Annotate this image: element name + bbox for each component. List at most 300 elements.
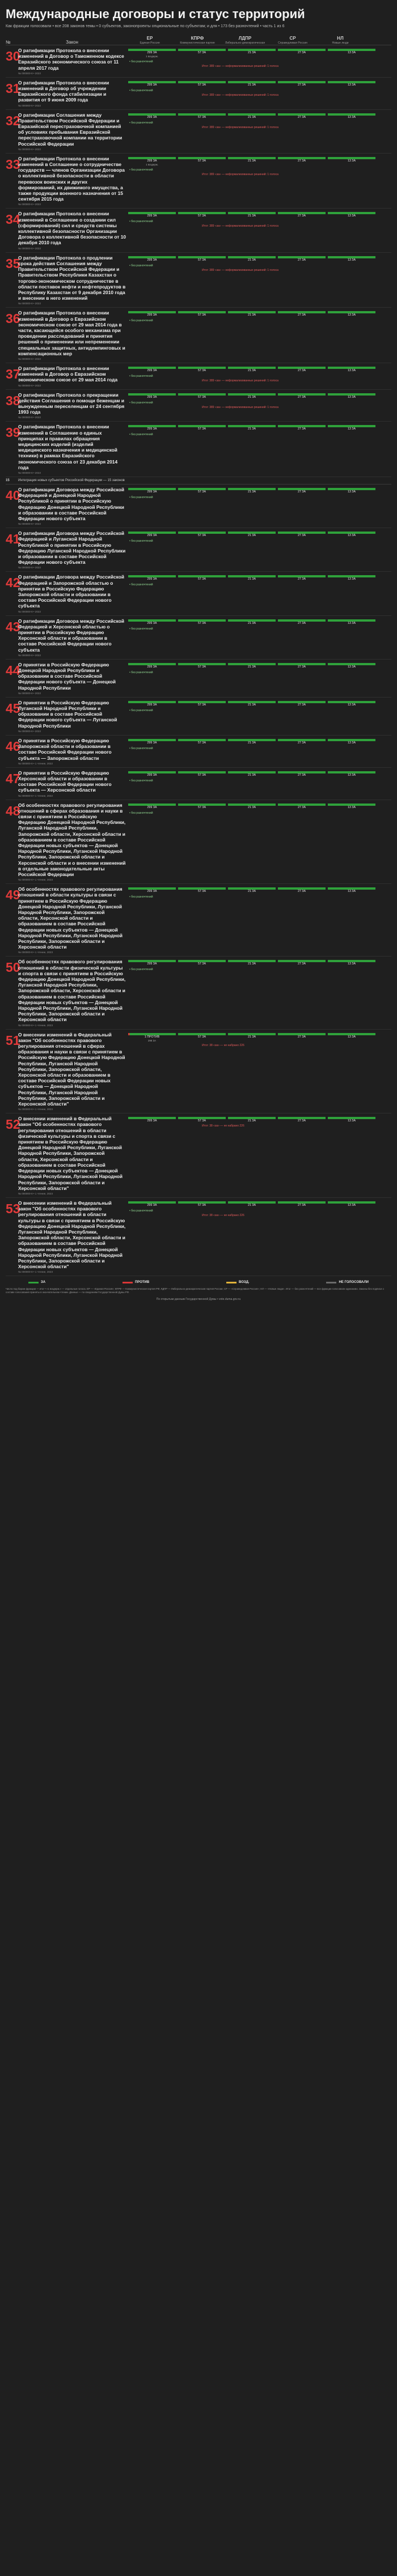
vote-cell-ldpr: [228, 575, 276, 581]
votes-cell: [128, 484, 378, 528]
vote-cell-ldpr: [228, 81, 276, 87]
law-meta: № 000000-8 • 2022: [18, 203, 41, 206]
votes-cell: [128, 800, 378, 884]
vote-count: 13 ЗА: [347, 741, 356, 745]
vote-cell-nl: [328, 311, 375, 317]
law-cell: [18, 484, 128, 528]
vote-count: 21 ЗА: [247, 313, 256, 317]
vote-cell-kprf: [178, 532, 226, 538]
law-cell: [18, 736, 128, 767]
table-row[interactable]: [6, 45, 391, 78]
law-title[interactable]: О ратификации Протокола о внесении изменений в Соглашение о создании сил (сформирований) сил и средств системы коллективной безопасности Организации Договора о коллективной безопасности от 10 декабря 2010 года: [18, 211, 126, 246]
vote-cell-kprf: [178, 157, 226, 167]
header-faction-er[interactable]: [126, 36, 174, 45]
vote-count: 27 ЗА: [297, 1203, 306, 1207]
vote-cell-kprf: [178, 1201, 226, 1208]
vote-count: 21 ЗА: [247, 773, 256, 777]
vote-cell-er: [128, 1033, 176, 1043]
law-meta: № 000000-8 • 2022: [18, 729, 41, 733]
law-title[interactable]: О ратификации Протокола о продлении срока действия Соглашения между Правительством Российской Федерации и Правительством Республики Казахстан о торгово-экономическом сотрудничестве в области поставок нефти и нефтепродуктов в Республику Казахстан от 9 декабря 2010 года и внесении в него изменений: [18, 254, 126, 301]
vote-count: 13 ЗА: [347, 805, 356, 809]
vote-cell-sr: [278, 663, 326, 669]
table-row[interactable]: [6, 660, 391, 698]
law-title[interactable]: О ратификации Соглашения между Правительством Российской Федерации и Евразийской перестраховочной компанией об условиях пребывания Евразийской перестраховочной компании на территории Российской Федерации: [18, 112, 123, 147]
law-title[interactable]: О ратификации Договора между Российской Федерацией и Херсонской областью о принятии в Российскую Федерацию Херсонской области и образовании в составе Российской Федерации нового субъекта: [18, 618, 124, 653]
vote-count: 57 ЗА: [197, 395, 206, 399]
vote-cell-ldpr: [228, 771, 276, 777]
law-meta: № 000000-8 • 2022: [18, 522, 41, 526]
table-row[interactable]: [6, 209, 391, 252]
vote-cell-er: [128, 157, 176, 167]
vote-cell-kprf: [178, 113, 226, 120]
vote-count: 13 ЗА: [347, 258, 356, 262]
vote-cell-kprf: [178, 771, 226, 777]
law-title[interactable]: О внесении изменений в Федеральный закон "Об особенностях правового регулирования отношений в сферах образования и науки в связи с принятием в Российскую Федерацию Донецкой Народной Республики, Луганской Народной Республики, Запорожской области, Херсонской области и образованием в составе Российской Федерации новых субъектов — Донецкой Народной Республики, Луганской Народной Республики, Запорожской области и Херсонской области": [18, 1031, 125, 1107]
vote-cell-sr: [278, 488, 326, 494]
law-number: 44: [6, 662, 20, 678]
vote-count: 299 ЗА: [147, 490, 157, 494]
vote-cell-nl: [328, 256, 375, 262]
law-meta: № 000000-8 • 2022: [18, 357, 41, 360]
law-cell: [18, 154, 128, 209]
vote-count: 27 ЗА: [297, 890, 306, 894]
header-faction-sr[interactable]: [269, 36, 316, 45]
law-number: 39: [6, 425, 20, 440]
header-num: №: [6, 40, 11, 45]
vote-count: 299 ЗА: [147, 703, 157, 707]
vote-count: 299 ЗА: [147, 773, 157, 777]
vote-count: 13 ЗА: [347, 577, 356, 581]
vote-result-note: Итог: 389 «за» — неформализованных решений: 1 голоса: [202, 224, 278, 228]
vote-count: 13 ЗА: [347, 1203, 356, 1207]
table-header: [6, 32, 391, 45]
votes-cell: [128, 110, 378, 153]
faction-votes: [128, 212, 378, 218]
faction-sub: Новые люди: [332, 41, 349, 45]
legend-item-against: ПРОТИВ: [123, 1281, 149, 1284]
law-cell: [18, 616, 128, 659]
legend-swatch-for: [28, 1282, 39, 1283]
law-title[interactable]: О принятии в Российскую Федерацию Донецкой Народной Республики и образовании в составе Российской Федерации нового субъекта — Донецкой Народной Республики: [18, 661, 116, 691]
vote-count: 21 ЗА: [247, 665, 256, 669]
vote-cell-nl: [328, 532, 375, 538]
table-row[interactable]: [6, 768, 391, 800]
vote-result-note: Итог: 38 «за» — не набрано 226: [202, 1124, 244, 1128]
faction-votes: [128, 771, 378, 777]
faction-votes: [128, 739, 378, 745]
vote-count: 299 ЗА: [147, 159, 157, 163]
law-title[interactable]: Об особенностях правового регулирования отношений в сферах образования и науки в связи с принятием в Российскую Федерацию Донецкой Народной Республики, Луганской Народной Республики, Запорожской области, Херсонской области и образованием в составе Российской Федерации новых субъектов — Донецкой Народной Республики, Луганской Народной Республики, Запорожской области и Херсонской области и о внесении изменений в отдельные законодательные акты Российской Федерации: [18, 802, 126, 877]
header-faction-kprf[interactable]: [174, 36, 221, 45]
vote-cell-sr: [278, 212, 326, 218]
header-faction-ldpr[interactable]: [221, 36, 269, 45]
vote-count: 299 ЗА: [147, 665, 157, 669]
votes-cell: [128, 209, 378, 252]
vote-count: 299 ЗА: [147, 51, 157, 54]
faction-votes: [128, 488, 378, 494]
vote-cell-nl: [328, 1117, 375, 1123]
vote-count: 13 ЗА: [347, 1035, 356, 1039]
table-row[interactable]: [6, 884, 391, 957]
vote-cell-ldpr: [228, 663, 276, 669]
vote-count: 13 ЗА: [347, 490, 356, 494]
vote-count: 299 ЗА: [147, 395, 157, 399]
vote-cell-kprf: [178, 425, 226, 431]
vote-cell-ldpr: [228, 256, 276, 262]
table-row[interactable]: [6, 363, 391, 390]
vote-count: 57 ЗА: [197, 490, 206, 494]
vote-cell-er: [128, 49, 176, 58]
vote-cell-sr: [278, 256, 326, 262]
vote-count: 299 ЗА: [147, 214, 157, 218]
law-cell: [18, 800, 128, 884]
table-row[interactable]: [6, 308, 391, 363]
vote-count: 21 ЗА: [247, 1119, 256, 1123]
vote-cell-kprf: [178, 575, 226, 581]
law-number: 41: [6, 532, 20, 547]
vote-cell-er: [128, 804, 176, 810]
vote-count: 21 ЗА: [247, 1203, 256, 1207]
faction-sub: Единая Россия: [140, 41, 160, 45]
vote-count: 27 ЗА: [297, 214, 306, 218]
vote-count-secondary: 1 воздерж.: [146, 163, 158, 166]
faction-votes: [128, 256, 378, 262]
vote-cell-ldpr: [228, 887, 276, 894]
law-title[interactable]: О ратификации Договора между Российской Федерацией и Луганской Народной Республикой о принятии в Российскую Федерацию Луганской Народной Республики и образовании в составе Российской Федерации нового субъекта: [18, 530, 126, 566]
vote-count: 13 ЗА: [347, 313, 356, 317]
faction-votes: [128, 367, 378, 373]
table-row[interactable]: [6, 698, 391, 736]
votes-cell: [128, 528, 378, 571]
vote-cell-sr: [278, 367, 326, 373]
vote-count: 1 ПРОТИВ: [144, 1035, 160, 1039]
law-title[interactable]: О принятии в Российскую Федерацию Луганской Народной Республики и образовании в составе Российской Федерации нового субъекта — Луганской Народной Республики: [18, 699, 117, 729]
vote-cell-sr: [278, 1033, 326, 1043]
vote-summary: • без разночтений: [129, 495, 153, 499]
law-meta: № 000000-8 • 2022: [18, 147, 41, 151]
law-meta: № 000000-8 • 2022: [18, 384, 41, 387]
vote-cell-sr: [278, 532, 326, 538]
law-number: 46: [6, 738, 20, 754]
vote-cell-nl: [328, 81, 375, 87]
law-title[interactable]: Об особенностях правового регулирования отношений в области физической культуры и спорта в связи с принятием в Российскую Федерацию Донецкой Народной Республики, Луганской Народной Республики, Запорожской области, Херсонской области и образованием в составе Российской Федерации новых субъектов — Донецкой Народной Республики, Луганской Народной Республики, Запорожской области и Херсонской области: [18, 959, 126, 1023]
vote-cell-sr: [278, 49, 326, 58]
vote-cell-kprf: [178, 311, 226, 317]
vote-result-note: Итог: 389 «за» — неформализованных решений: 1 голоса: [202, 405, 278, 409]
vote-cell-ldpr: [228, 739, 276, 745]
law-meta: № 000000-8 • 1 чтение, 2023: [18, 951, 53, 954]
vote-count: 21 ЗА: [247, 621, 256, 625]
table-row[interactable]: [6, 957, 391, 1029]
vote-summary: • без разночтений: [129, 60, 153, 63]
vote-count: 13 ЗА: [347, 214, 356, 218]
law-number: 52: [6, 1117, 20, 1132]
table-row[interactable]: [6, 78, 391, 110]
vote-cell-kprf: [178, 701, 226, 707]
table-row[interactable]: [6, 253, 391, 308]
votes-cell: [128, 45, 378, 77]
vote-cell-nl: [328, 619, 375, 626]
votes-cell: [128, 154, 378, 209]
vote-count: 57 ЗА: [197, 313, 206, 317]
law-number: 35: [6, 256, 20, 271]
votes-cell: [128, 768, 378, 800]
vote-count: 27 ЗА: [297, 395, 306, 399]
law-title[interactable]: О ратификации Протокола о прекращении действия Соглашения о помощи беженцам и вынужденным переселенцам от 24 сентября 1993 года: [18, 392, 125, 415]
vote-count: 27 ЗА: [297, 115, 306, 119]
law-number: 49: [6, 887, 20, 903]
footnote: Число под баром фракции — итог • «1 воздерж.» — отдельные голоса. ЕР — «Единая Россия»; КПРФ — Коммунистическая партия РФ; ЛДПР — Либерально-демократическая партия России; СР — «Справедливая Россия»; НЛ — «Новые люди». Итог — без разночтений — все фракции голосовали одинаково. Законы без подписи о составе голосования приняты в окончательном чтении. Данные — по сведениям Государственной Думы РФ.: [6, 1287, 384, 1294]
vote-count: 27 ЗА: [297, 368, 306, 372]
vote-count: 57 ЗА: [197, 427, 206, 431]
law-title[interactable]: О ратификации Договора между Российской Федерацией и Запорожской областью о принятии в Российскую Федерацию Запорожской области и образовании в составе Российской Федерации нового субъекта: [18, 574, 124, 609]
law-cell: [18, 1030, 128, 1113]
vote-result-note: Итог: 389 «за» — неформализованных решений: 1 голоса: [202, 93, 278, 97]
vote-count: 299 ЗА: [147, 427, 157, 431]
faction-votes: [128, 393, 378, 399]
vote-summary: • без разночтений: [129, 583, 153, 587]
faction-name: НЛ: [337, 36, 344, 41]
faction-votes: [128, 1117, 378, 1123]
vote-cell-ldpr: [228, 425, 276, 431]
faction-name: ЕР: [146, 36, 153, 41]
vote-cell-er: [128, 960, 176, 966]
votes-cell: [128, 1030, 378, 1113]
faction-votes: [128, 701, 378, 707]
vote-cell-ldpr: [228, 701, 276, 707]
table-row[interactable]: [6, 390, 391, 422]
law-title[interactable]: О ратификации Протокола о внесении изменений в Соглашение о сотрудничестве государств — членов Организации Договора о коллективной безопасности в области перевозок воинских и других формирований, их движимого имущества, а также продукции военного назначения от 15 сентября 2015 года: [18, 155, 125, 202]
page-title: Международные договоры и статус территорий: [6, 7, 305, 21]
vote-count: 27 ЗА: [297, 51, 306, 54]
vote-cell-er: [128, 771, 176, 777]
votes-cell: [128, 390, 378, 422]
law-title[interactable]: О принятии в Российскую Федерацию Херсонской области и образовании в составе Российской Федерации нового субъекта — Херсонской области: [18, 770, 112, 793]
law-title[interactable]: О ратификации Протокола о внесении изменений в Договор о Таможенном кодексе Евразийского экономического союза от 11 апреля 2017 года: [18, 48, 124, 71]
law-meta: № 000000-8 • 1 чтение, 2023: [18, 1270, 53, 1274]
vote-cell-er: [128, 887, 176, 894]
law-title[interactable]: О внесении изменений в Федеральный закон "Об особенностях правового регулирования отношений в области культуры в связи с принятием в Российскую Федерацию Донецкой Народной Республики, Луганской Народной Республики, Запорожской области, Херсонской области и образованием в составе Российской Федерации новых субъектов — Донецкой Народной Республики, Луганской Народной Республики, Запорожской области и Херсонской области": [18, 1200, 126, 1270]
vote-count: 299 ЗА: [147, 577, 157, 581]
votes-cell: [128, 253, 378, 308]
vote-count: 57 ЗА: [197, 805, 206, 809]
vote-cell-sr: [278, 771, 326, 777]
header-faction-nl[interactable]: [316, 36, 364, 45]
vote-cell-kprf: [178, 619, 226, 626]
vote-cell-kprf: [178, 663, 226, 669]
law-title[interactable]: О ратификации Протокола о внесении изменений в Договор об учреждении Евразийского фонда стабилизации и развития от 9 июня 2009 года: [18, 79, 109, 103]
vote-cell-ldpr: [228, 1033, 276, 1043]
table-row[interactable]: [6, 1198, 391, 1276]
vote-cell-er: [128, 367, 176, 373]
table-row[interactable]: [6, 1113, 391, 1198]
vote-result-note: Итог: 389 «за» — неформализованных решений: 1 голоса: [202, 125, 278, 129]
faction-votes: [128, 1201, 378, 1208]
law-meta: № 000000-8 • 2022: [18, 691, 41, 695]
law-title[interactable]: О ратификации Протокола о внесении изменений в Договор о Евразийском экономическом союзе от 29 мая 2014 года в части, касающейся особого механизма при проведении расследований и принятия решений о применении или непременении специальных защитных, антидемпинговых и компенсационных мер: [18, 310, 125, 356]
vote-cell-nl: [328, 49, 375, 58]
vote-count: 57 ЗА: [197, 534, 206, 538]
votes-cell: [128, 572, 378, 615]
vote-count: 13 ЗА: [347, 1119, 356, 1123]
law-title[interactable]: О внесении изменений в Федеральный закон "Об особенностях правового регулирования отношений в области физической культуры и спорта в связи с принятием в Российскую Федерацию Донецкой Народной Республики, Луганской Народной Республики, Запорожской области, Херсонской области и образованием в составе Российской Федерации новых субъектов — Донецкой Народной Республики, Луганской Народной Республики, Запорожской области и Херсонской области": [18, 1116, 123, 1191]
law-title[interactable]: О ратификации Договора между Российской Федерацией и Донецкой Народной Республикой о принятии в Российскую Федерацию Донецкой Народной Республики и образовании в составе Российской Федерации нового субъекта: [18, 486, 124, 521]
law-cell: [18, 698, 128, 735]
law-cell: [18, 528, 128, 571]
vote-count: 27 ЗА: [297, 962, 306, 966]
vote-cell-nl: [328, 113, 375, 120]
vote-cell-er: [128, 1201, 176, 1208]
vote-count: 27 ЗА: [297, 534, 306, 538]
law-number: 33: [6, 156, 20, 172]
law-number: 43: [6, 619, 20, 634]
law-title[interactable]: О ратификации Протокола о внесении изменений в Соглашение о единых принципах и правилах обращения медицинских изделий (изделий медицинского назначения и медицинской техники) в рамках Евразийского экономического союза от 23 декабря 2014 года: [18, 424, 118, 470]
page-subtitle: Как фракции голосовали • все 208 законов темы • 0 субъектов, законопроекты опциональные по субъектам; и для • 173 без разночтений • часть 1 из 6: [6, 24, 285, 28]
vote-cell-kprf: [178, 81, 226, 87]
vote-cell-er: [128, 701, 176, 707]
vote-cell-nl: [328, 212, 375, 218]
table-row[interactable]: [6, 572, 391, 615]
vote-count: 13 ЗА: [347, 395, 356, 399]
law-number: 51: [6, 1032, 20, 1048]
vote-count: 57 ЗА: [197, 258, 206, 262]
votes-cell: [128, 78, 378, 109]
faction-votes: [128, 49, 378, 58]
vote-count: 13 ЗА: [347, 427, 356, 431]
faction-name: СР: [289, 36, 296, 41]
vote-cell-er: [128, 256, 176, 262]
vote-result-note: Итог: 389 «за» — неформализованных решений: 1 голоса: [202, 379, 278, 382]
vote-cell-sr: [278, 1201, 326, 1208]
vote-count: 21 ЗА: [247, 214, 256, 218]
vote-summary: • без разночтений: [129, 168, 153, 172]
vote-count: 21 ЗА: [247, 368, 256, 372]
table-row[interactable]: [6, 528, 391, 572]
vote-summary: • без разночтений: [129, 670, 153, 674]
vote-cell-nl: [328, 367, 375, 373]
vote-cell-er: [128, 575, 176, 581]
vote-cell-er: [128, 619, 176, 626]
law-title[interactable]: О принятии в Российскую Федерацию Запорожской области и образовании в составе Российской Федерации нового субъекта — Запорожской области: [18, 737, 112, 761]
vote-count: 13 ЗА: [347, 962, 356, 966]
vote-summary: • без разночтений: [129, 1209, 153, 1213]
faction-votes: [128, 425, 378, 431]
vote-count: 57 ЗА: [197, 621, 206, 625]
table-row[interactable]: [6, 484, 391, 528]
law-cell: [18, 422, 128, 477]
section-divider: [6, 477, 391, 484]
vote-count-secondary: 298 ЗА: [147, 1039, 157, 1042]
table-row[interactable]: [6, 1030, 391, 1114]
table-row[interactable]: [6, 800, 391, 885]
vote-cell-kprf: [178, 739, 226, 745]
vote-count: 57 ЗА: [197, 83, 206, 87]
vote-count: 21 ЗА: [247, 83, 256, 87]
law-meta: № 000000-8 • 1 чтение, 2023: [18, 1192, 53, 1195]
vote-cell-ldpr: [228, 488, 276, 494]
law-cell: [18, 768, 128, 800]
vote-count: 13 ЗА: [347, 51, 356, 54]
law-title[interactable]: Об особенностях правового регулирования отношений в области культуры в связи с принятием в Российскую Федерацию Донецкой Народной Республики, Луганской Народной Республики, Запорожской области, Херсонской области и образованием в составе Российской Федерации новых субъектов — Донецкой Народной Республики, Луганской Народной Республики, Запорожской области и Херсонской области: [18, 886, 123, 950]
law-number: 40: [6, 487, 20, 503]
votes-cell: [128, 1113, 378, 1197]
vote-cell-ldpr: [228, 619, 276, 626]
vote-summary: • без разночтений: [129, 895, 153, 899]
vote-count: 57 ЗА: [197, 368, 206, 372]
table-row[interactable]: [6, 422, 391, 477]
vote-count: 27 ЗА: [297, 805, 306, 809]
vote-cell-sr: [278, 701, 326, 707]
vote-count: 57 ЗА: [197, 1119, 206, 1123]
table-row[interactable]: [6, 154, 391, 209]
table-row[interactable]: [6, 110, 391, 154]
vote-cell-ldpr: [228, 532, 276, 538]
vote-cell-nl: [328, 960, 375, 966]
faction-votes: [128, 663, 378, 669]
table-body-territories: [6, 484, 391, 1276]
vote-cell-ldpr: [228, 1117, 276, 1123]
votes-cell: [128, 736, 378, 767]
vote-count: 21 ЗА: [247, 258, 256, 262]
legend-swatch-absent: [326, 1282, 336, 1283]
vote-cell-er: [128, 212, 176, 218]
law-title[interactable]: О ратификации Протокола о внесении изменений в Договор о Евразийском экономическом союзе от 29 мая 2014 года: [18, 365, 118, 383]
legend: [6, 1281, 391, 1284]
law-meta: № 000000-8 • 2022: [18, 566, 41, 569]
law-cell: [18, 390, 128, 422]
vote-count: 21 ЗА: [247, 490, 256, 494]
vote-cell-nl: [328, 887, 375, 894]
law-cell: [18, 363, 128, 389]
vote-count: 27 ЗА: [297, 427, 306, 431]
legend-item-abstain: ВОЗД.: [226, 1281, 250, 1284]
vote-result-note: Итог: 389 «за» — неформализованных решений: 1 голоса: [202, 65, 278, 68]
vote-cell-sr: [278, 113, 326, 120]
law-cell: [18, 884, 128, 956]
vote-summary: • без разночтений: [129, 88, 153, 92]
vote-count: 21 ЗА: [247, 962, 256, 966]
vote-cell-kprf: [178, 256, 226, 262]
section-label: Интеграция новых субъектов Российской Федерации — 15 законов: [18, 478, 125, 482]
votes-cell: [128, 957, 378, 1028]
vote-cell-er: [128, 739, 176, 745]
vote-cell-ldpr: [228, 804, 276, 810]
law-number: 53: [6, 1201, 20, 1216]
law-number: 36: [6, 311, 20, 326]
vote-count: 299 ЗА: [147, 621, 157, 625]
header-law: Закон: [66, 40, 78, 45]
vote-count: 27 ЗА: [297, 258, 306, 262]
vote-cell-nl: [328, 1033, 375, 1043]
vote-count: 299 ЗА: [147, 313, 157, 317]
source-note: По открытым данным Государственной Думы • vote.duma.gov.ru: [156, 1298, 241, 1302]
vote-cell-nl: [328, 425, 375, 431]
vote-summary: • без разночтений: [129, 401, 153, 405]
table-row[interactable]: [6, 736, 391, 768]
votes-cell: [128, 363, 378, 389]
legend-item-absent: НЕ ГОЛОСОВАЛИ: [326, 1281, 369, 1284]
vote-count: 299 ЗА: [147, 962, 157, 966]
vote-count: 21 ЗА: [247, 115, 256, 119]
vote-count: 21 ЗА: [247, 703, 256, 707]
vote-count: 299 ЗА: [147, 890, 157, 894]
table-row[interactable]: [6, 616, 391, 660]
law-meta: № 000000-8 • 1 чтение, 2023: [18, 1023, 53, 1027]
vote-cell-nl: [328, 804, 375, 810]
law-meta: № 000000-8 • 2022: [18, 71, 41, 75]
vote-count: 27 ЗА: [297, 621, 306, 625]
faction-sub: Коммунистическая партия: [180, 41, 215, 45]
